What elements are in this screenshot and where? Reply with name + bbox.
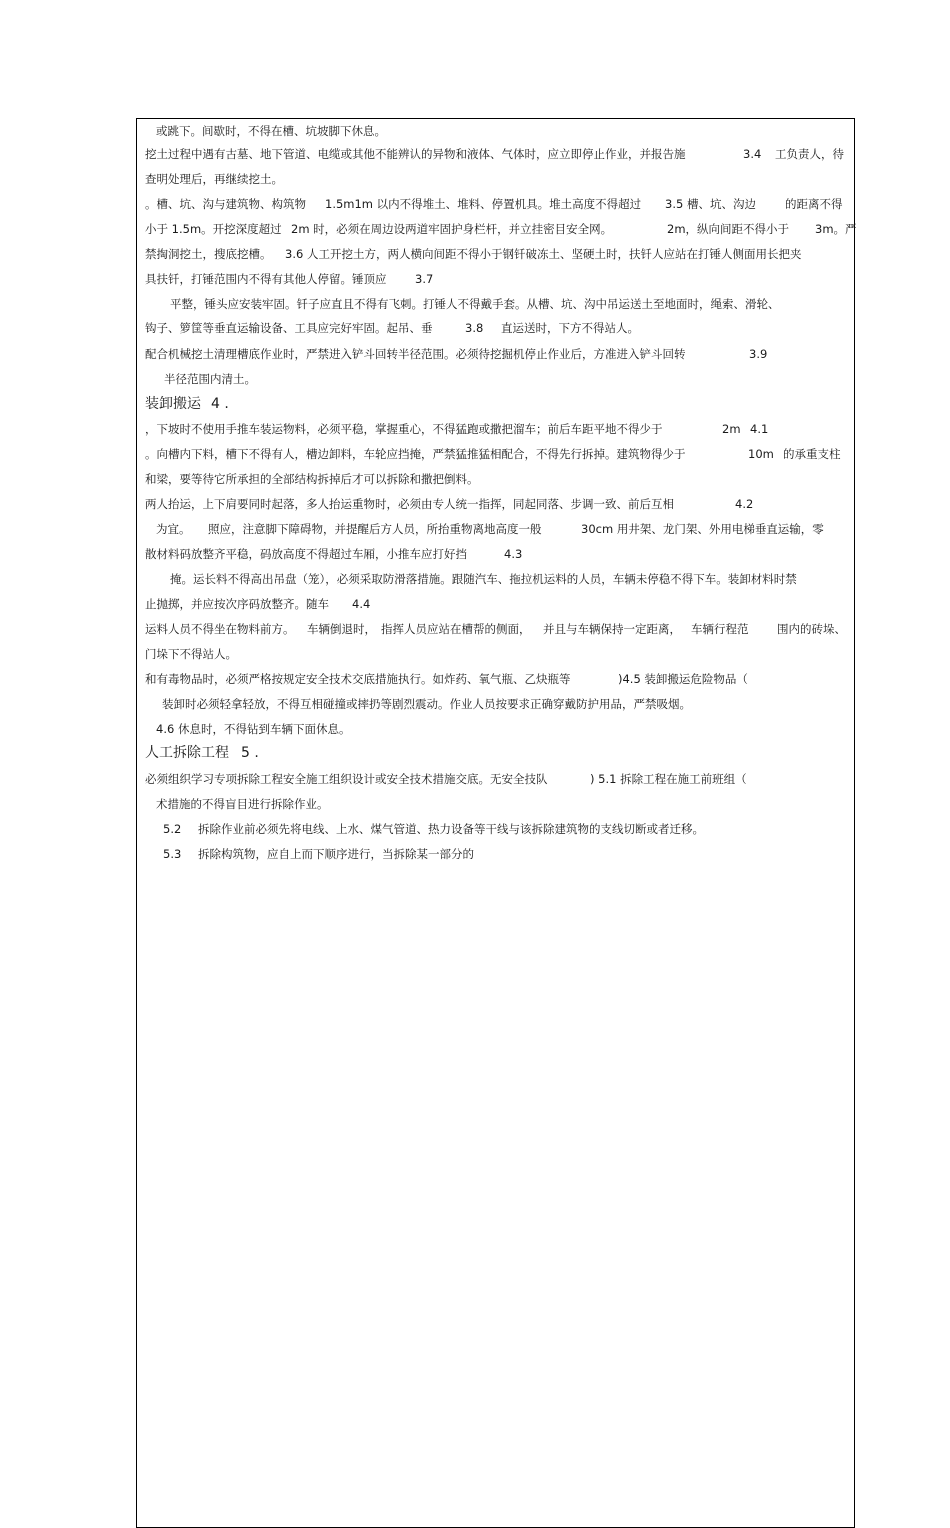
section-heading: 人工拆除工程 5 . <box>145 745 259 761</box>
text-line: 具扶钎，打锤范围内不得有其他人停留。锤顶应 3.7 <box>145 272 434 286</box>
text-line: 。槽、坑、沟与建筑物、构筑物 1.5m1m 以内不得堆土、堆料、停置机具。堆土高度不得超过 3.5 槽、坑、沟边 的距离不得 <box>145 197 843 211</box>
text-line: 为宜。 照应，注意脚下障碍物，并提醒后方人员，所抬重物离地高度一般 30cm 用井架、龙门架、外用电梯垂直运输，零 <box>156 522 824 536</box>
text-line: 挖土过程中遇有古墓、地下管道、电缆或其他不能辨认的异物和液体、气体时，应立即停止作业，并报告施 3.4 工负责人，待 <box>145 147 844 161</box>
text-line: 装卸时必须轻拿轻放，不得互相碰撞或摔扔等剧烈震动。作业人员按要求正确穿戴防护用品，严禁吸烟。 <box>162 697 691 711</box>
text-line: 钩子、箩筐等垂直运输设备、工具应完好牢固。起吊、垂 3.8 直运送时，下方不得站人。 <box>145 321 639 335</box>
text-line: 两人抬运，上下肩要同时起落，多人抬运重物时，必须由专人统一指挥，同起同落、步调一致、前后互相 4.2 <box>145 497 754 511</box>
text-line: 4.6 休息时，不得钻到车辆下面休息。 <box>156 722 351 736</box>
text-line: 运料人员不得坐在物料前方。 车辆倒退时， 指挥人员应站在槽帮的侧面， 并且与车辆保持一定距离， 车辆行程范 围内的砖垛、 <box>145 622 846 636</box>
text-line: 5.2 拆除作业前必须先将电线、上水、煤气管道、热力设备等干线与该拆除建筑物的支线切断或者迁移。 <box>163 822 704 836</box>
text-line: 掩。运长料不得高出吊盘（笼），必须采取防滑落措施。跟随汽车、拖拉机运料的人员，车辆未停稳不得下车。装卸材料时禁 <box>170 572 797 586</box>
text-line: 配合机械挖土清理槽底作业时，严禁进入铲斗回转半径范围。必须待挖掘机停止作业后，方准进入铲斗回转 3.9 <box>145 347 768 361</box>
text-line: 或跳下。间歇时，不得在槽、坑坡脚下休息。 <box>156 124 386 138</box>
text-line: 。向槽内下料，槽下不得有人，槽边卸料，车轮应挡掩，严禁猛推猛相配合，不得先行拆掉。建筑物得少于 10m 的承重支柱 <box>145 447 841 461</box>
text-line: 止抛掷，并应按次序码放整齐。随车 4.4 <box>145 597 371 611</box>
section-heading: 装卸搬运 4 . <box>145 396 229 412</box>
text-line: ，下坡时不使用手推车装运物料，必须平稳，掌握重心，不得猛跑或撒把溜车；前后车距平地不得少于 2m 4.1 <box>145 422 769 436</box>
text-line: 半径范围内清土。 <box>164 372 256 386</box>
text-line: 查明处理后，再继续挖土。 <box>145 172 283 186</box>
text-line: 和有毒物品时，必须严格按规定安全技术交底措施执行。如炸药、氧气瓶、乙炔瓶等 )4.5 装卸搬运危险物品（ <box>145 672 748 686</box>
text-line: 5.3 拆除构筑物，应自上而下顺序进行，当拆除某一部分的 <box>163 847 474 861</box>
text-line: 门垛下不得站人。 <box>145 647 237 661</box>
text-line: 和梁，要等待它所承担的全部结构拆掉后才可以拆除和撒把倒料。 <box>145 472 479 486</box>
text-line: 禁掏洞挖土，搜底挖槽。 3.6 人工开挖土方，两人横向间距不得小于钢钎破冻土、坚硬土时，扶钎人应站在打锤人侧面用长把夹 <box>145 247 802 261</box>
text-line: 平整，锤头应安装牢固。钎子应直且不得有飞刺。打锤人不得戴手套。从槽、坑、沟中吊运送土至地面时，绳索、滑轮、 <box>170 297 780 311</box>
text-line: 必须组织学习专项拆除工程安全施工组织设计或安全技术措施交底。无安全技队 ) 5.1 拆除工程在施工前班组（ <box>145 772 747 786</box>
text-line: 小于 1.5m。开挖深度超过 2m 时，必须在周边设两道牢固护身栏杆，并立挂密目安全网。 2m，纵向间距不得小于 3m。严 <box>145 222 857 236</box>
text-line: 术措施的不得盲目进行拆除作业。 <box>156 797 329 811</box>
text-line: 散材料码放整齐平稳，码放高度不得超过车厢，小推车应打好挡 4.3 <box>145 547 523 561</box>
